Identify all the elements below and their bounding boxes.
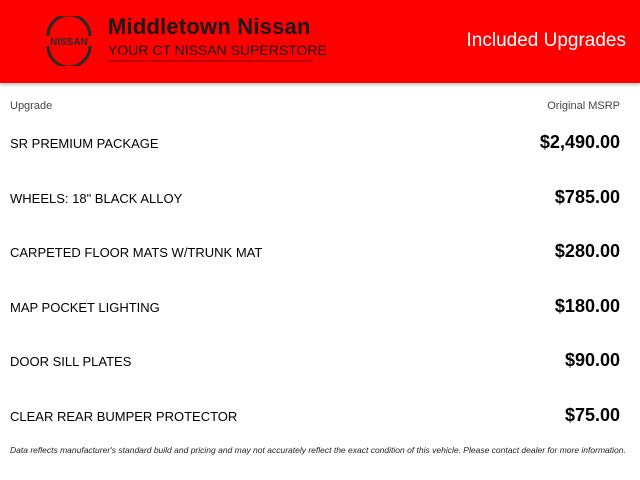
msrp-column-header: Original MSRP <box>547 100 620 112</box>
upgrade-price: $785.00 <box>554 186 620 207</box>
upgrade-price: $180.00 <box>554 295 620 316</box>
upgrade-name: SR PREMIUM PACKAGE <box>10 136 159 151</box>
upgrade-price: $75.00 <box>564 404 620 425</box>
upgrade-name: DOOR SILL PLATES <box>10 354 132 369</box>
upgrade-row <box>10 234 620 289</box>
upgrade-row <box>10 289 620 344</box>
disclaimer-text: Data reflects manufacturer's standard build and pricing and may not accurately reflect the exact condition of this vehicle. Please contact dealer for more information. <box>10 445 626 455</box>
upgrade-price: $2,490.00 <box>539 132 620 152</box>
column-headers <box>10 100 620 112</box>
header-banner <box>0 0 640 83</box>
upgrade-name: CARPETED FLOOR MATS W/TRUNK MAT <box>10 245 263 260</box>
upgrade-row <box>10 125 620 180</box>
upgrade-row <box>10 180 620 235</box>
upgrade-name: CLEAR REAR BUMPER PROTECTOR <box>10 408 238 424</box>
upgrade-list <box>10 125 620 452</box>
dealer-tagline: YOUR CT NISSAN SUPERSTORE <box>108 42 327 58</box>
upgrade-price: $280.00 <box>554 241 620 261</box>
upgrade-price: $90.00 <box>564 350 620 370</box>
page-title: Included Upgrades <box>466 30 626 51</box>
upgrade-column-header: Upgrade <box>10 100 53 112</box>
upgrade-row <box>10 343 620 398</box>
upgrade-row <box>10 398 620 453</box>
upgrade-name: WHEELS: 18" BLACK ALLOY <box>10 190 183 206</box>
nissan-logo-icon <box>40 16 98 66</box>
dealer-name: Middletown Nissan <box>108 14 311 39</box>
upgrade-name: MAP POCKET LIGHTING <box>10 299 160 315</box>
tagline-underline <box>108 60 313 62</box>
logo-text: NISSAN <box>50 37 88 48</box>
